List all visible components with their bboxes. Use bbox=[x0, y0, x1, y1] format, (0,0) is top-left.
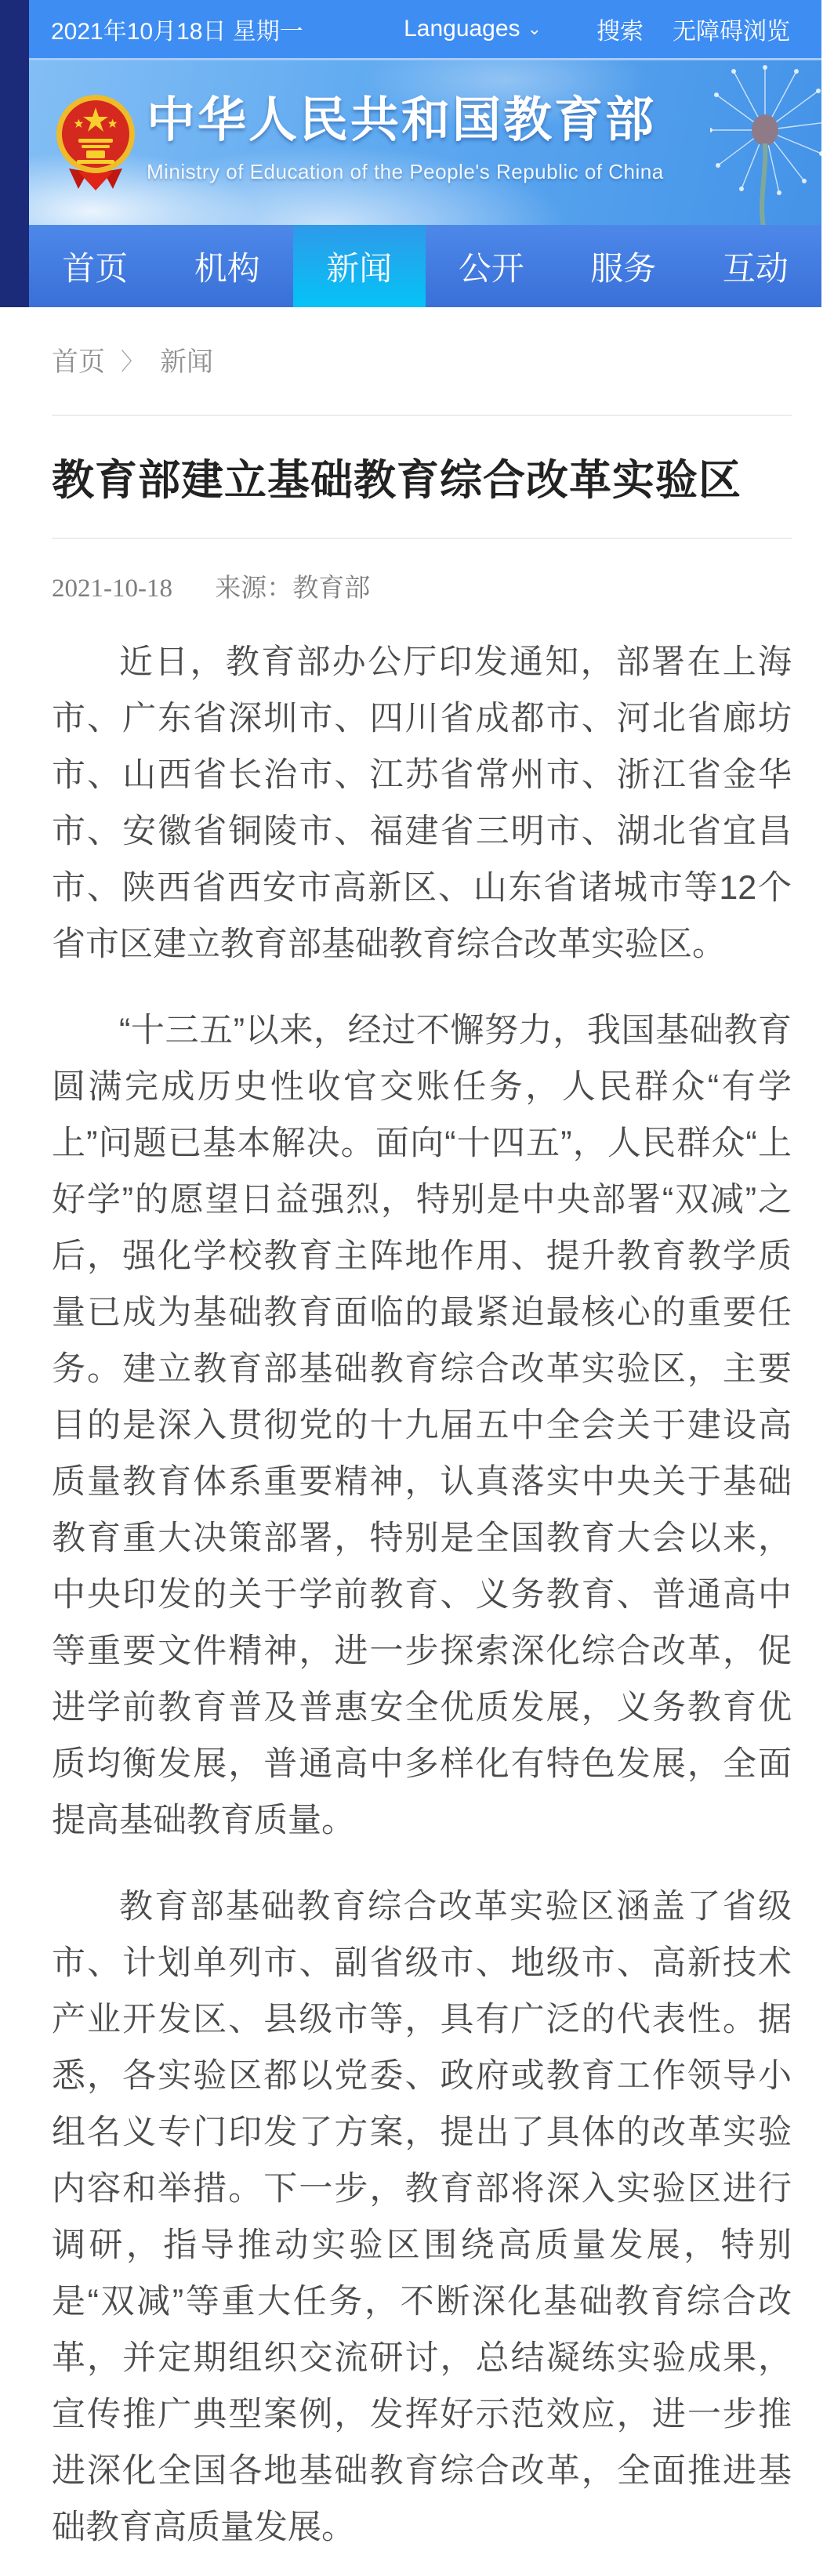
nav-item-interaction[interactable]: 互动 bbox=[722, 249, 789, 287]
breadcrumb bbox=[0, 307, 834, 379]
nav-item-news[interactable]: 新闻 bbox=[293, 225, 426, 307]
languages-menu[interactable] bbox=[404, 16, 542, 42]
nav-item-organization[interactable]: 机构 bbox=[194, 249, 260, 287]
prc-national-emblem-icon bbox=[55, 93, 136, 192]
article-body bbox=[52, 634, 792, 2556]
accessibility-link[interactable]: 无障碍浏览 bbox=[673, 19, 790, 45]
article-paragraph: 教育部基础教育综合改革实验区涵盖了省级市、计划单列市、副省级市、地级市、高新技术产业开发区、县级市等，具有广泛的代表性。据悉，各实验区都以党委、政府或教育工作领导小组名义专门印发了方案，提出了具体的改革实验内容和举措。下一步，教育部将深入实验区进行调研，指导推动实验区围绕高质量发展，特别是“双减”等重大任务，不断深化基础教育综合改革，并定期组织交流研讨，总结凝练实验成果，宣传推广典型案例，发挥好示范效应，进一步推进深化全国各地基础教育综合改革，全面推进基础教育高质量发展。 bbox=[52, 1887, 792, 2546]
article-meta bbox=[52, 567, 792, 604]
site-header bbox=[0, 0, 834, 307]
languages-label: Languages bbox=[404, 16, 520, 42]
article bbox=[0, 455, 834, 2576]
site-title-cn: 中华人民共和国教育部 bbox=[147, 93, 657, 147]
main-nav bbox=[29, 225, 821, 307]
breadcrumb-divider bbox=[52, 415, 792, 416]
topbar-date: 2021年10月18日 星期一 bbox=[51, 19, 303, 45]
article-title: 教育部建立基础教育综合改革实验区 bbox=[52, 457, 742, 504]
nav-item-services[interactable]: 服务 bbox=[590, 249, 657, 287]
topbar bbox=[29, 0, 821, 60]
site-title-en: Ministry of Education of the People's Republic of China bbox=[147, 160, 664, 183]
article-paragraph: “十三五”以来，经过不懈努力，我国基础教育圆满完成历史性收官交账任务，人民群众“有学上”问题已基本解决。面向“十四五”，人民群众“上好学”的愿望日益强烈，特别是中央部署“双减”之后，强化学校教育主阵地作用、提升教育教学质量已成为基础教育面临的最紧迫最核心的重要任务。建立教育部基础教育综合改革实验区，主要目的是深入贯彻党的十九届五中全会关于建设高质量教育体系重要精神，认真落实中央关于基础教育重大决策部署，特别是全国教育大会以来，中央印发的关于学前教育、义务教育、普通高中等重要文件精神，进一步探索深化综合改革，促进学前教育普及普惠安全优质发展，义务教育优质均衡发展，普通高中多样化有特色发展，全面提高基础教育质量。 bbox=[52, 1011, 792, 1839]
dandelion-image bbox=[710, 60, 821, 225]
article-date: 2021-10-18 bbox=[52, 574, 172, 603]
article-paragraph: 近日，教育部办公厅印发通知，部署在上海市、广东省深圳市、四川省成都市、河北省廊坊市、山西省长治市、江苏省常州市、浙江省金华市、安徽省铜陵市、福建省三明市、湖北省宜昌市、陕西省西安市高新区、山东省诸城市等12个省市区建立教育部基础教育综合改革实验区。 bbox=[52, 643, 792, 963]
topbar-links bbox=[404, 12, 790, 46]
search-link[interactable]: 搜索 bbox=[596, 19, 644, 45]
nav-item-home[interactable]: 首页 bbox=[62, 249, 129, 287]
breadcrumb-home[interactable]: 首页 bbox=[52, 348, 105, 377]
nav-item-public[interactable]: 公开 bbox=[458, 249, 524, 287]
breadcrumb-news[interactable]: 新闻 bbox=[160, 348, 213, 377]
title-divider bbox=[52, 538, 792, 539]
breadcrumb-separator-icon: 〉 bbox=[121, 349, 144, 375]
site-titles bbox=[147, 81, 664, 184]
chevron-down-icon: ⌄ bbox=[527, 19, 542, 38]
site-banner bbox=[29, 60, 821, 225]
article-source: 来源：教育部 bbox=[215, 574, 371, 603]
